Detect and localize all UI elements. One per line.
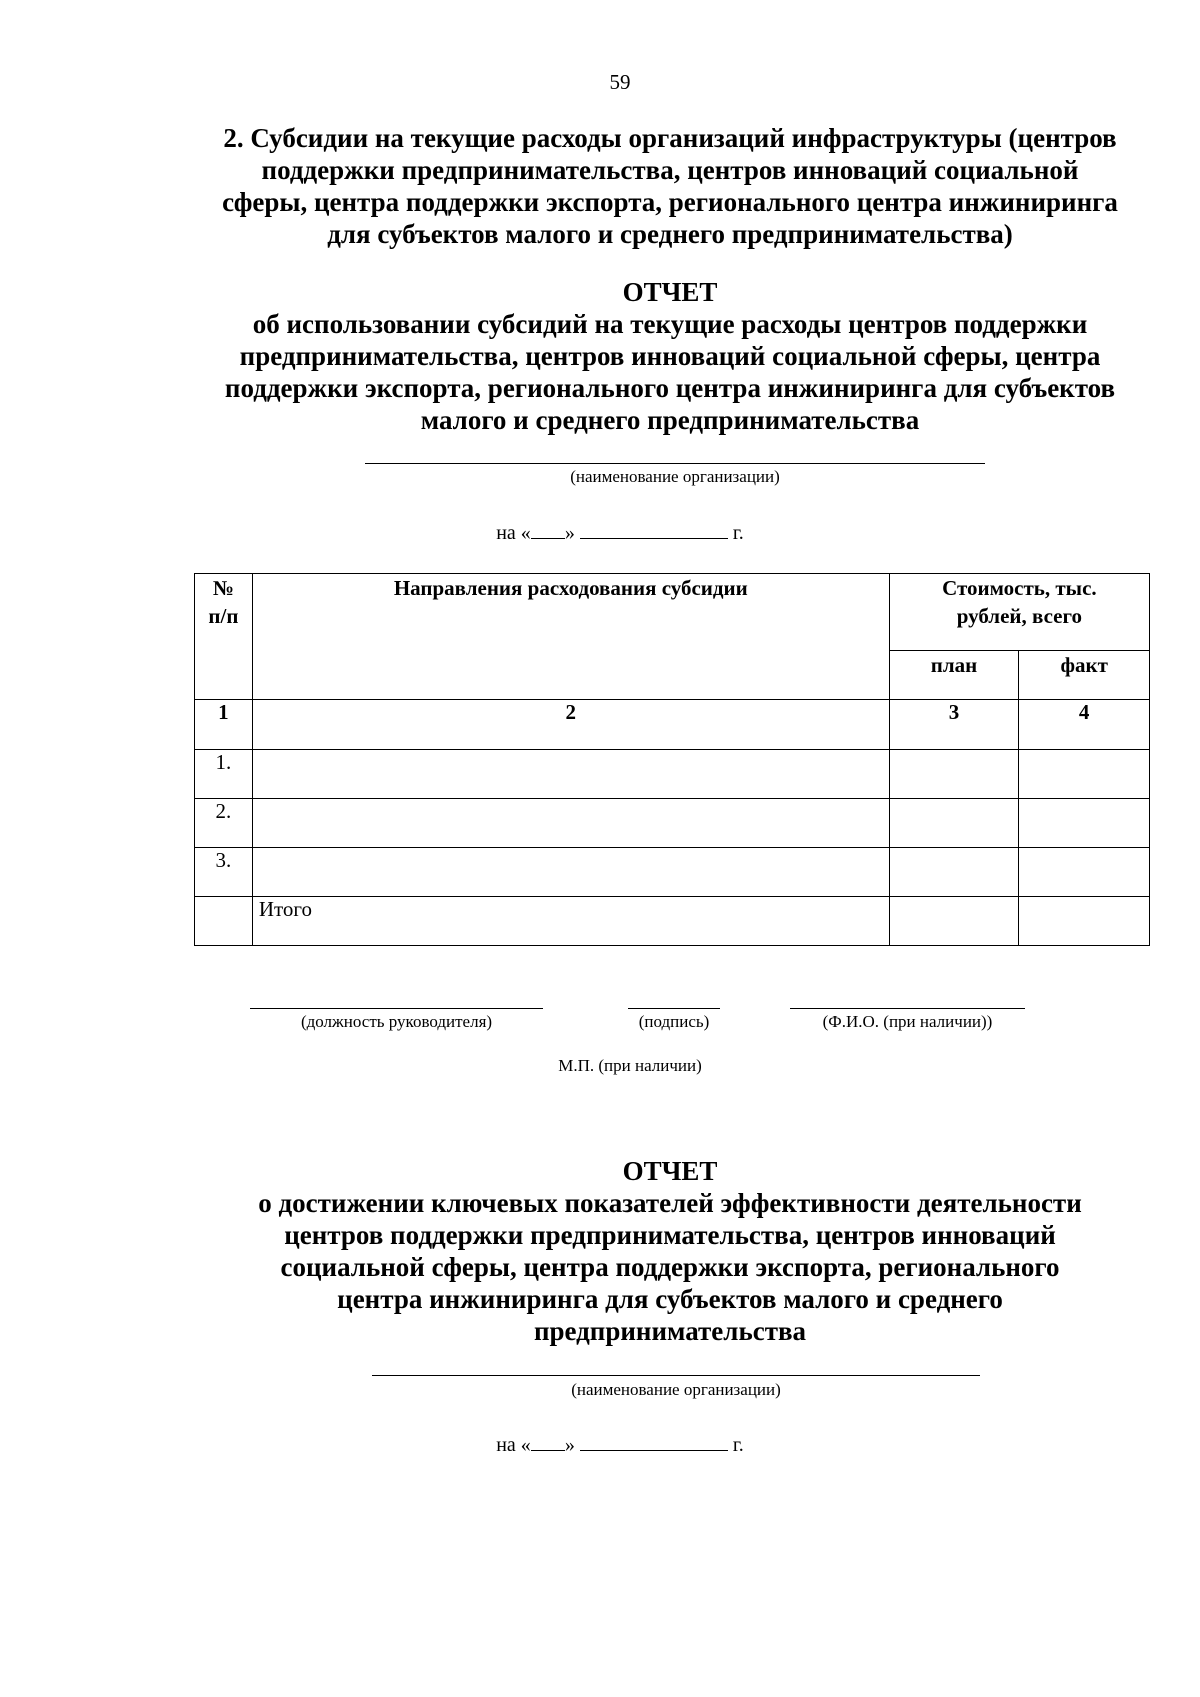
- index-cell: 2: [252, 700, 889, 750]
- page-number: 59: [609, 70, 631, 94]
- date-prefix: на «: [496, 522, 531, 544]
- header-fact: факт: [1019, 651, 1150, 700]
- table-row: [195, 848, 1150, 897]
- section-title-line: для субъектов малого и среднего предпринимательства): [327, 219, 1013, 249]
- report1-subtitle-line: об использовании субсидий на текущие расходы центров поддержки: [252, 309, 1088, 339]
- row-total-label: Итого: [252, 897, 889, 946]
- index-cell: 1: [195, 700, 253, 750]
- table-header-row: [195, 574, 1150, 651]
- table-index-row: [195, 700, 1150, 750]
- header-cost: [889, 574, 1149, 651]
- report1-date-line: [0, 520, 1200, 545]
- subsidy-usage-table: [194, 573, 1150, 946]
- table-total-row: [195, 897, 1150, 946]
- position-signature-line[interactable]: [250, 1008, 543, 1009]
- report2-org-caption: (наименование организации): [571, 1380, 781, 1399]
- date-day-blank[interactable]: [531, 1432, 565, 1451]
- position-caption: (должность руководителя): [300, 1012, 493, 1031]
- section-title-line: сферы, центра поддержки экспорта, регионального центра инжиниринга: [222, 187, 1118, 217]
- report2-heading: [180, 1155, 1160, 1347]
- report1-subtitle-line: предпринимательства, центров инноваций социальной сферы, центра: [239, 341, 1101, 371]
- row-fact[interactable]: [1019, 848, 1150, 897]
- section-title: [180, 122, 1160, 250]
- report2-org-line[interactable]: [372, 1375, 980, 1376]
- section-title-line: поддержки предпринимательства, центров инноваций социальной: [261, 155, 1079, 185]
- header-direction: Направления расходования субсидии: [252, 574, 889, 700]
- date-suffix: г.: [732, 1434, 744, 1456]
- row-plan[interactable]: [889, 799, 1019, 848]
- section-title-line: 2. Субсидии на текущие расходы организаций инфраструктуры (центров: [223, 123, 1117, 153]
- index-cell: 3: [889, 700, 1019, 750]
- index-cell: 4: [1019, 700, 1150, 750]
- row-direction[interactable]: [252, 750, 889, 799]
- report2-subtitle-line: центра инжиниринга для субъектов малого и среднего: [337, 1284, 1003, 1314]
- row-fact[interactable]: [1019, 799, 1150, 848]
- report2-subtitle-line: социальной сферы, центра поддержки экспорта, регионального: [280, 1252, 1060, 1282]
- report1-org-line[interactable]: [365, 463, 985, 464]
- header-cost-label: Стоимость, тыс. рублей, всего: [942, 576, 1097, 628]
- date-prefix: на «: [496, 1434, 531, 1456]
- row-num: 3.: [195, 848, 253, 897]
- date-suffix: г.: [732, 522, 744, 544]
- report2-title: ОТЧЕТ: [622, 1156, 718, 1186]
- date-month-year-blank[interactable]: [580, 520, 728, 539]
- row-plan[interactable]: [889, 750, 1019, 799]
- table-row: [195, 750, 1150, 799]
- date-day-blank[interactable]: [531, 520, 565, 539]
- report2-subtitle-line: центров поддержки предпринимательства, центров инноваций: [284, 1220, 1056, 1250]
- row-plan[interactable]: [889, 848, 1019, 897]
- signature-line[interactable]: [628, 1008, 720, 1009]
- report1-subtitle-line: малого и среднего предпринимательства: [420, 405, 920, 435]
- row-direction[interactable]: [252, 799, 889, 848]
- header-num: [195, 574, 253, 700]
- report2-date-line: [0, 1432, 1200, 1457]
- date-mid: »: [564, 522, 575, 544]
- date-month-year-blank[interactable]: [580, 1432, 728, 1451]
- row-fact[interactable]: [1019, 750, 1150, 799]
- table-row: [195, 799, 1150, 848]
- date-mid: »: [564, 1434, 575, 1456]
- row-plan[interactable]: [889, 897, 1019, 946]
- report2-subtitle-line: о достижении ключевых показателей эффективности деятельности: [258, 1188, 1082, 1218]
- signature-caption: (подпись): [638, 1012, 710, 1031]
- report1-title: ОТЧЕТ: [622, 277, 718, 307]
- row-num: 2.: [195, 799, 253, 848]
- row-num: 1.: [195, 750, 253, 799]
- fio-caption: (Ф.И.О. (при наличии)): [822, 1012, 993, 1031]
- row-direction[interactable]: [252, 848, 889, 897]
- report2-subtitle-line: предпринимательства: [533, 1316, 807, 1346]
- header-num-label: № п/п: [208, 576, 239, 628]
- header-plan: план: [889, 651, 1019, 700]
- row-fact[interactable]: [1019, 897, 1150, 946]
- stamp-caption: М.П. (при наличии): [558, 1056, 702, 1075]
- report1-subtitle-line: поддержки экспорта, регионального центра инжиниринга для субъектов: [224, 373, 1116, 403]
- fio-signature-line[interactable]: [790, 1008, 1025, 1009]
- report1-heading: [180, 276, 1160, 436]
- report1-org-caption: (наименование организации): [570, 467, 780, 486]
- row-num: [195, 897, 253, 946]
